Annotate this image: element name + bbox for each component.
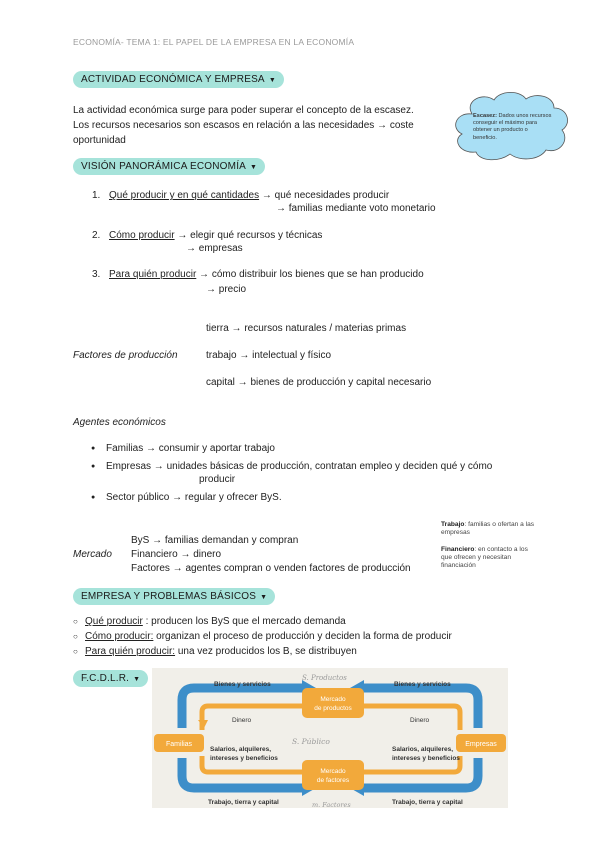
circular-flow-diagram	[152, 668, 508, 808]
list-number: 2.	[92, 230, 101, 241]
chevron-down-icon: ▼	[260, 594, 268, 601]
side-definition: : familias o ofertan a las empresas	[441, 521, 535, 537]
question-label: Para quién producir	[109, 269, 197, 280]
diagram-label: Mercado	[320, 696, 346, 703]
diagram-label: Salarios, alquileres,	[210, 746, 272, 753]
mercado-productos-box	[302, 688, 364, 718]
diagram-label: Familias	[165, 741, 193, 748]
diagram-label: Dinero	[232, 717, 252, 724]
agentes-list	[82, 442, 522, 509]
list-item	[82, 442, 522, 455]
side-note	[441, 521, 539, 570]
question-label: Qué producir y en qué cantidades	[109, 190, 260, 201]
agentes-label: Agentes económicos	[73, 417, 166, 428]
factores-label: Factores de producción	[73, 350, 178, 361]
factor-item: trabajo → intelectual y físico	[206, 350, 332, 361]
intro-paragraph	[73, 103, 433, 148]
question-sub: → familias mediante voto monetario	[276, 203, 436, 214]
diagram-label: intereses y beneficios	[210, 755, 278, 762]
intro-line: oportunidad	[73, 135, 126, 146]
handwritten-note: m. Factores	[312, 801, 351, 808]
diagram-label: de factores	[316, 777, 350, 784]
section-pill-vision[interactable]	[73, 158, 265, 175]
problem-label: Qué producir	[85, 616, 143, 627]
diagram-label: Trabajo, tierra y capital	[208, 799, 279, 806]
pill-label: ACTIVIDAD ECONÓMICA Y EMPRESA	[81, 74, 265, 85]
list-number: 1.	[92, 190, 101, 201]
note-term: Escasez:	[473, 113, 497, 119]
list-item	[82, 491, 522, 504]
question-text: → qué necesidades producir	[259, 190, 390, 201]
list-item	[73, 630, 513, 643]
diagram-label: Bienes y servicios	[214, 681, 271, 688]
problem-text: organizan el proceso de producción y deciden la forma de producir	[153, 631, 452, 642]
problem-label: Cómo producir:	[85, 631, 154, 642]
agente-text: producir	[199, 474, 236, 485]
agente-text: Familias → consumir y aportar trabajo	[106, 443, 275, 454]
intro-line: La actividad económica surge para poder superar el concepto de la escasez.	[73, 105, 414, 116]
pill-label: F.C.D.L.R.	[81, 673, 130, 684]
chevron-down-icon: ▼	[250, 164, 258, 171]
cloud-note-text	[473, 113, 553, 142]
problemas-list	[73, 615, 513, 660]
handwritten-note: S. Productos	[302, 674, 347, 682]
page-header: ECONOMÍA- TEMA 1: EL PAPEL DE LA EMPRESA EN LA ECONOMÍA	[73, 37, 355, 47]
chevron-down-icon: ▼	[133, 676, 141, 683]
list-item	[73, 615, 513, 628]
question-text: → elegir qué recursos y técnicas	[174, 230, 323, 241]
mercado-item: ByS → familias demandan y compran	[131, 535, 299, 546]
question-sub: → empresas	[186, 243, 243, 254]
problem-text: : producen los ByS que el mercado demanda	[142, 616, 346, 627]
side-term: Trabajo	[441, 521, 465, 528]
question-item	[109, 269, 424, 280]
mercado-item: Financiero → dinero	[131, 549, 222, 560]
pill-label: EMPRESA Y PROBLEMAS BÁSICOS	[81, 591, 257, 602]
diagram-label: Bienes y servicios	[394, 681, 451, 688]
section-pill-fcdlr[interactable]	[73, 670, 148, 687]
diagram-label: Trabajo, tierra y capital	[392, 799, 463, 806]
section-pill-empresa[interactable]	[73, 588, 275, 605]
problem-label: Para quién producir:	[85, 646, 176, 657]
list-item	[82, 460, 522, 486]
diagram-label: Salarios, alquileres,	[392, 746, 454, 753]
mercado-item: Factores → agentes compran o venden factores de producción	[131, 563, 411, 574]
question-item	[109, 190, 389, 201]
diagram-label: de productos	[314, 705, 352, 712]
question-sub: → precio	[206, 284, 247, 295]
handwritten-note: S. Público	[292, 737, 330, 746]
diagram-label: intereses y beneficios	[392, 755, 460, 762]
chevron-down-icon: ▼	[268, 77, 276, 84]
diagram-label: Dinero	[410, 717, 430, 724]
question-item	[109, 230, 322, 241]
intro-line: Los recursos necesarios son escasos en relación a las necesidades → coste	[73, 120, 414, 131]
agente-text: Sector público → regular y ofrecer ByS.	[106, 492, 282, 503]
problem-text: una vez producidos los B, se distribuyen	[175, 646, 357, 657]
question-text: → cómo distribuir los bienes que se han producido	[196, 269, 424, 280]
pill-label: VISIÓN PANORÁMICA ECONOMÍA	[81, 161, 247, 172]
section-pill-actividad[interactable]	[73, 71, 284, 88]
diagram-label: Mercado	[320, 768, 346, 775]
list-item	[73, 645, 513, 658]
note-definition: Dados unos recursos conseguir el máximo para obtener un producto o beneficio.	[473, 113, 552, 141]
side-term: Financiero	[441, 545, 475, 553]
list-number: 3.	[92, 269, 101, 280]
agente-text: Empresas → unidades básicas de producción, contratan empleo y deciden qué y cómo	[106, 461, 493, 472]
factor-item: tierra → recursos naturales / materias primas	[206, 323, 407, 334]
question-label: Cómo producir	[109, 230, 175, 241]
side-definition: : en contacto a los que ofrecen y necesitan financiación	[441, 545, 528, 570]
diagram-label: Empresas	[465, 741, 497, 748]
mercado-label: Mercado	[73, 549, 112, 560]
factor-item: capital → bienes de producción y capital necesario	[206, 377, 432, 388]
mercado-factores-box	[302, 760, 364, 790]
